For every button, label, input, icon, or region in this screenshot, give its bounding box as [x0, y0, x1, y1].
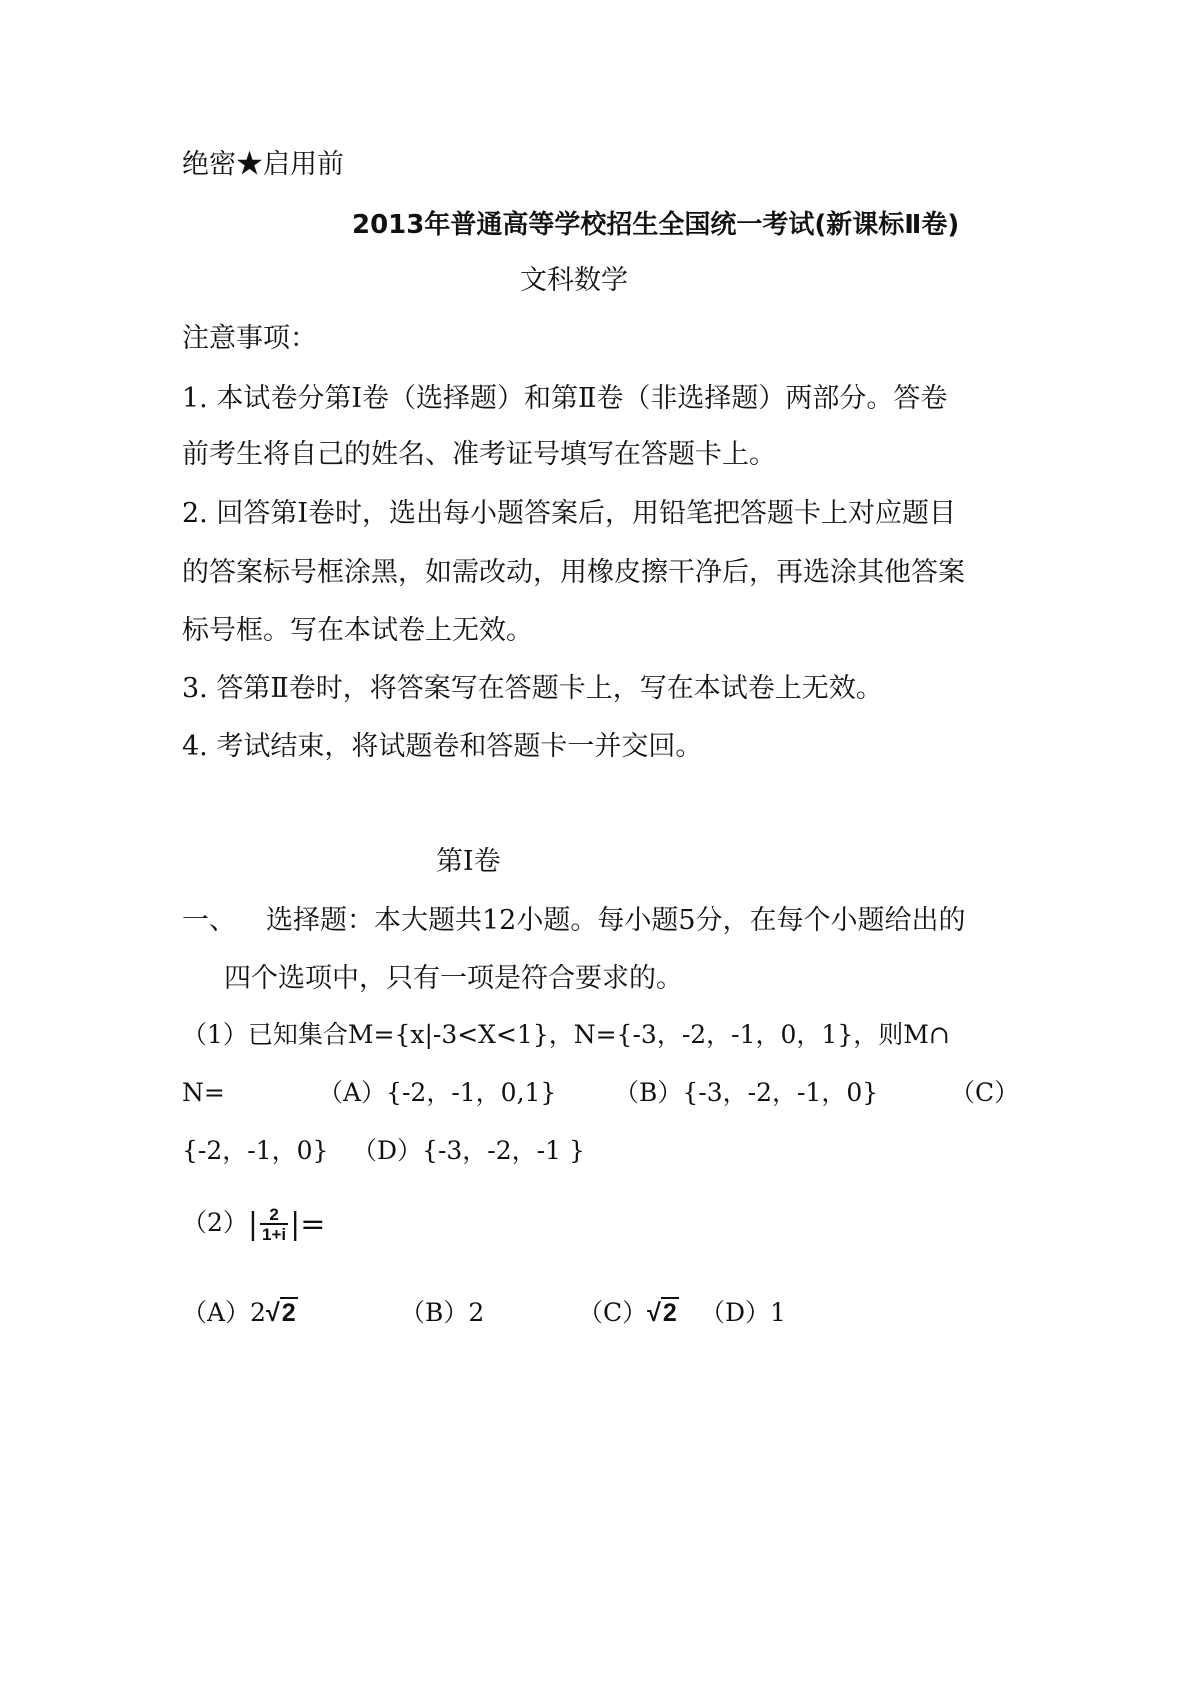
notes-heading: 注意事项： [182, 323, 317, 354]
notes-line-5: 标号框。写在本试卷上无效。 [182, 615, 533, 646]
q2-denominator: 1+i [262, 1225, 287, 1244]
notes-line-4: 的答案标号框涂黑，如需改动，用橡皮擦干净后，再选涂其他答案 [182, 557, 965, 588]
abs-bar-right: |= [290, 1206, 326, 1242]
q2-option-c-radicand: 2 [662, 1299, 677, 1327]
sqrt-icon: √2 [265, 1299, 296, 1327]
subject-title: 文科数学 [520, 265, 628, 296]
notes-line-7: 4. 考试结束，将试题卷和答题卡一并交回。 [182, 731, 703, 762]
notes-line-6: 3. 答第Ⅱ卷时，将答案写在答题卡上，写在本试卷上无效。 [182, 673, 883, 704]
q1-n-label: N= [182, 1078, 225, 1107]
q2-option-a-label: （A）2 [182, 1298, 266, 1327]
q2-option-c [578, 1296, 698, 1330]
q2-fraction [260, 1206, 288, 1243]
exam-title: 2013年普通高等学校招生全国统一考试(新课标Ⅱ卷) [352, 210, 960, 240]
q2-option-d: （D）1 [700, 1298, 786, 1327]
section-number: 一、 [182, 905, 236, 936]
q1-stem: （1）已知集合M={x|-3<X<1}，N={-3，-2，-1，0，1}，则M∩ [182, 1020, 950, 1049]
q2-stem [182, 1198, 1042, 1248]
q2-numerator: 2 [269, 1205, 279, 1224]
q2-option-c-label: （C） [578, 1298, 648, 1327]
q1-option-c-label: （C） [950, 1078, 1020, 1107]
q2-label: （2） [182, 1208, 248, 1237]
q2-option-a [182, 1296, 362, 1330]
q2-option-b: （B）2 [400, 1298, 485, 1327]
q1-option-d: （D）{-3，-2，-1 } [352, 1136, 585, 1165]
section-intro-line-1: 选择题：本大题共12小题。每小题5分，在每个小题给出的 [266, 905, 966, 936]
notes-line-3: 2. 回答第Ⅰ卷时，选出每小题答案后，用铅笔把答题卡上对应题目 [182, 498, 957, 529]
part1-title: 第Ⅰ卷 [436, 846, 501, 877]
q1-option-a: （A）{-2，-1，0,1} [318, 1078, 557, 1107]
confidential-mark: 绝密★启用前 [182, 149, 344, 180]
notes-line-1: 1. 本试卷分第Ⅰ卷（选择题）和第Ⅱ卷（非选择题）两部分。答卷 [182, 383, 948, 414]
q2-option-a-radicand: 2 [281, 1299, 296, 1327]
abs-bar-left: | [247, 1206, 259, 1242]
notes-line-2: 前考生将自己的姓名、准考证号填写在答题卡上。 [182, 439, 776, 470]
q1-option-b: （B）{-3，-2，-1，0} [614, 1078, 879, 1107]
q1-option-c-value: {-2，-1，0} [182, 1136, 329, 1165]
sqrt-icon: √2 [647, 1299, 677, 1327]
section-intro-line-2: 四个选项中，只有一项是符合要求的。 [224, 963, 683, 994]
